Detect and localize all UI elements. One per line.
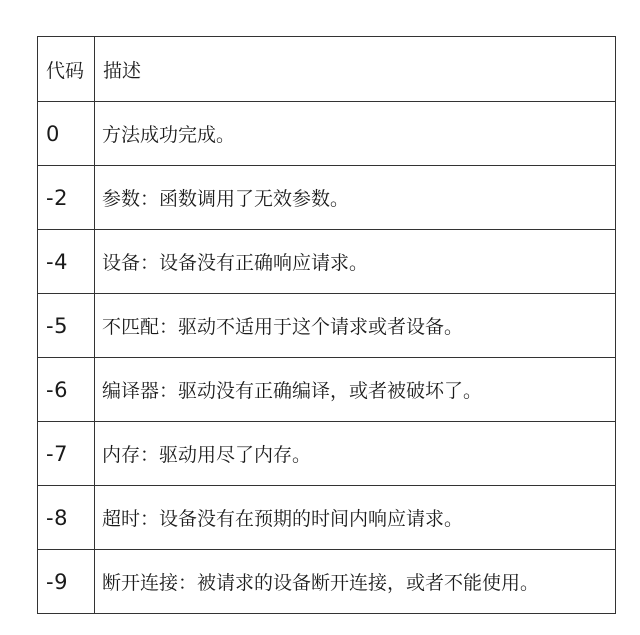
- description-cell: 方法成功完成。: [95, 102, 616, 166]
- table-row: [38, 550, 616, 614]
- table-row: [38, 486, 616, 550]
- code-cell: -9: [38, 550, 95, 614]
- table-header-row: [38, 37, 616, 102]
- table-row: [38, 230, 616, 294]
- error-code-table: [37, 36, 616, 614]
- description-cell: 内存：驱动用尽了内存。: [95, 422, 616, 486]
- code-cell: -4: [38, 230, 95, 294]
- description-cell: 断开连接：被请求的设备断开连接，或者不能使用。: [95, 550, 616, 614]
- code-cell: -8: [38, 486, 95, 550]
- table-row: [38, 358, 616, 422]
- code-cell: -7: [38, 422, 95, 486]
- code-cell: 0: [38, 102, 95, 166]
- description-cell: 参数：函数调用了无效参数。: [95, 166, 616, 230]
- code-cell: -2: [38, 166, 95, 230]
- header-description: 描述: [95, 37, 616, 102]
- table-row: [38, 166, 616, 230]
- table-row: [38, 422, 616, 486]
- description-cell: 超时：设备没有在预期的时间内响应请求。: [95, 486, 616, 550]
- table-row: [38, 294, 616, 358]
- description-cell: 设备：设备没有正确响应请求。: [95, 230, 616, 294]
- description-cell: 编译器：驱动没有正确编译，或者被破坏了。: [95, 358, 616, 422]
- table-row: [38, 102, 616, 166]
- header-code: 代码: [38, 37, 95, 102]
- code-cell: -6: [38, 358, 95, 422]
- code-cell: -5: [38, 294, 95, 358]
- description-cell: 不匹配：驱动不适用于这个请求或者设备。: [95, 294, 616, 358]
